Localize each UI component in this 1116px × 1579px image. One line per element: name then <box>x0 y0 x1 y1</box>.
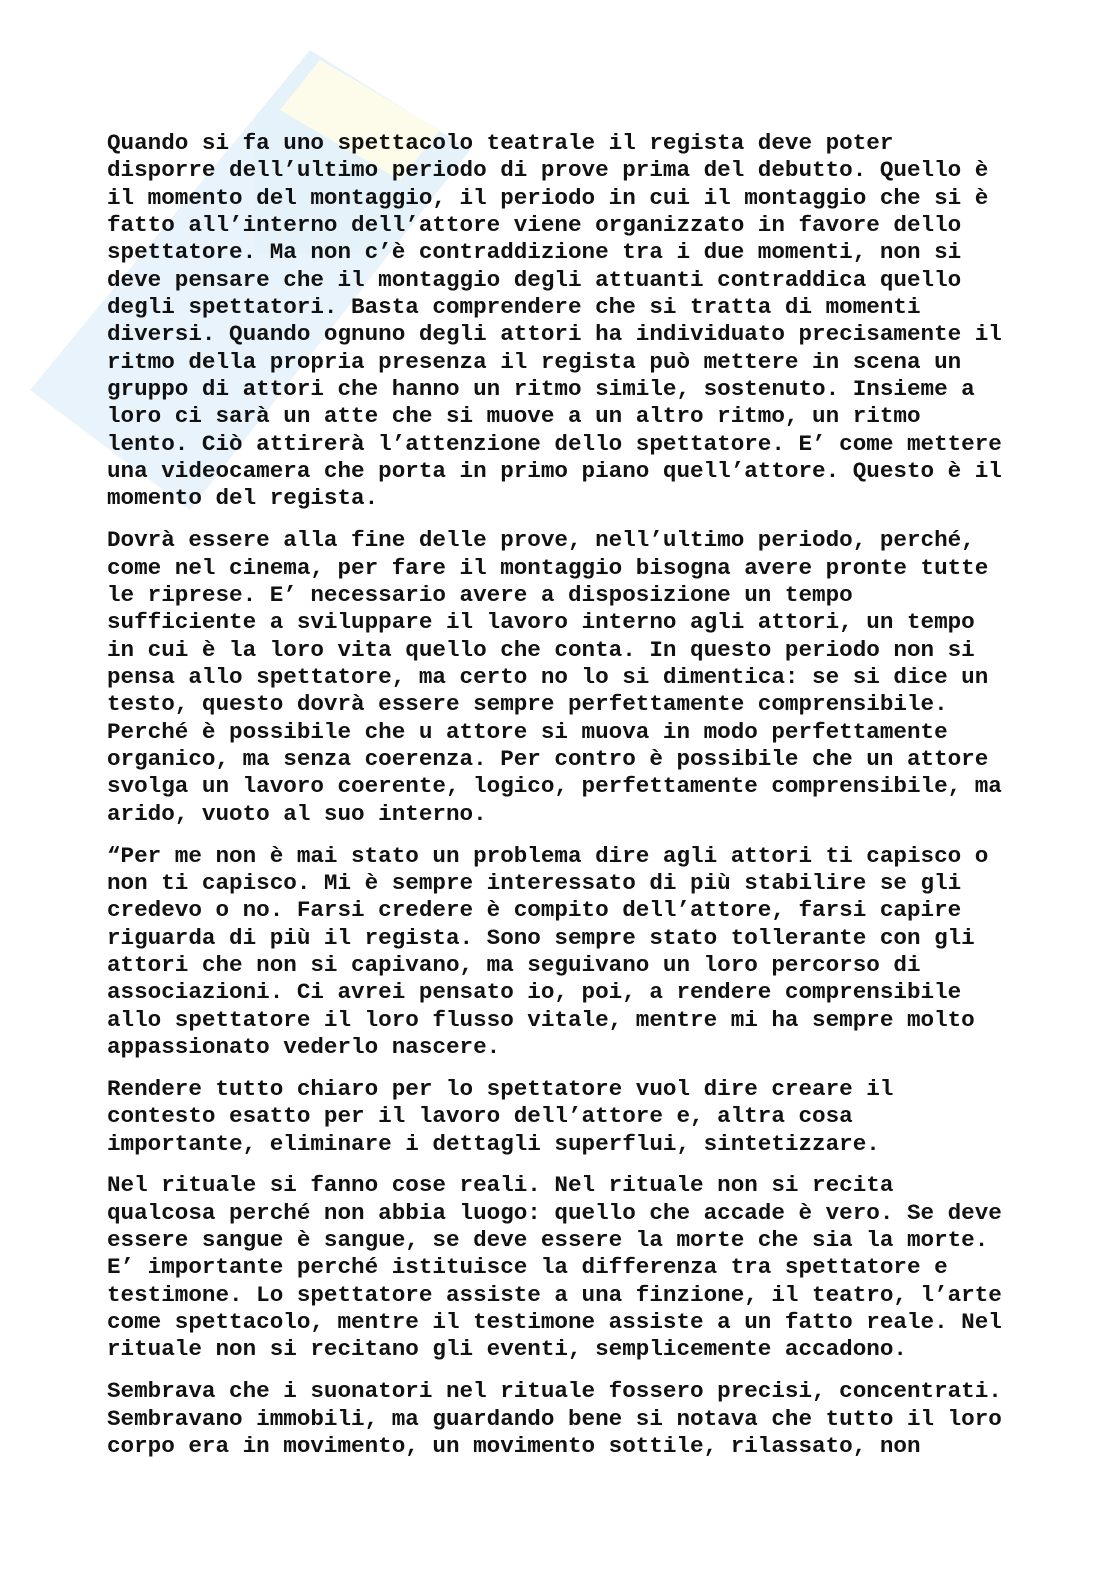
paragraph-6: Sembrava che i suonatori nel rituale fossero precisi, concentrati. Sembravano immobili, ma guardando bene si notava che tutto il loro corpo era in movimento, un movimento sottile, rilassato, non <box>107 1378 1002 1459</box>
paragraph-1: Quando si fa uno spettacolo teatrale il regista deve poter disporre dell’ultimo periodo di prove prima del debutto. Quello è il momento del montaggio, il periodo in cui il montaggio che si è fatto all’interno dell’attore viene organizzato in favore dello spettatore. Ma non c’è contraddizione tra i due momenti, non si deve pensare che il montaggio degli attuanti contraddica quello degli spettatori. Basta comprendere che si tratta di momenti diversi. Quando ognuno degli attori ha individuato precisamente il ritmo della propria presenza il regista può mettere in scena un gruppo di attori che hanno un ritmo simile, sostenuto. Insieme a loro ci sarà un atte che si muove a un altro ritmo, un ritmo lento. Ciò attirerà l’attenzione dello spettatore. E’ come mettere una videocamera che porta in primo piano quell’attore. Questo è il momento del regista. <box>107 130 1002 512</box>
paragraph-4: Rendere tutto chiaro per lo spettatore vuol dire creare il contesto esatto per il lavoro dell’attore e, altra cosa importante, eliminare i dettagli superflui, sintetizzare. <box>107 1075 894 1157</box>
paragraph-2: Dovrà essere alla fine delle prove, nell’ultimo periodo, perché, come nel cinema, per fare il montaggio bisogna avere pronte tutte le riprese. E’ necessario avere a disposizione un tempo sufficiente a sviluppare il lavoro interno agli attori, un tempo in cui è la loro vita quello che conta. In questo periodo non si pensa allo spettatore, ma certo no lo si dimentica: se si dice un testo, questo dovrà essere sempre perfettamente comprensibile. Perché è possibile che u attore si muova in modo perfettamente organico, ma senza coerenza. Per contro è possibile che un attore svolga un lavoro coerente, logico, perfettamente comprensibile, ma arido, vuoto al suo interno. <box>107 527 1002 827</box>
document-body <box>107 130 1007 1475</box>
paragraph-5: Nel rituale si fanno cose reali. Nel rituale non si recita qualcosa perché non abbia luogo: quello che accade è vero. Se deve essere sangue è sangue, se deve essere la morte che sia la morte. E’ importante perché istituisce la differenza tra spettatore e testimone. Lo spettatore assiste a una finzione, il teatro, l’arte come spettacolo, mentre il testimone assiste a un fatto reale. Nel rituale non si recitano gli eventi, semplicemente accadono. <box>107 1172 1002 1363</box>
paragraph-3: “Per me non è mai stato un problema dire agli attori ti capisco o non ti capisco. Mi è sempre interessato di più stabilire se gli credevo o no. Farsi credere è compito dell’attore, farsi capire riguarda di più il regista. Sono sempre stato tollerante con gli attori che non si capivano, ma seguivano un loro percorso di associazioni. Ci avrei pensato io, poi, a rendere comprensibile allo spettatore il loro flusso vitale, mentre mi ha sempre molto appassionato vederlo nascere. <box>107 842 989 1060</box>
